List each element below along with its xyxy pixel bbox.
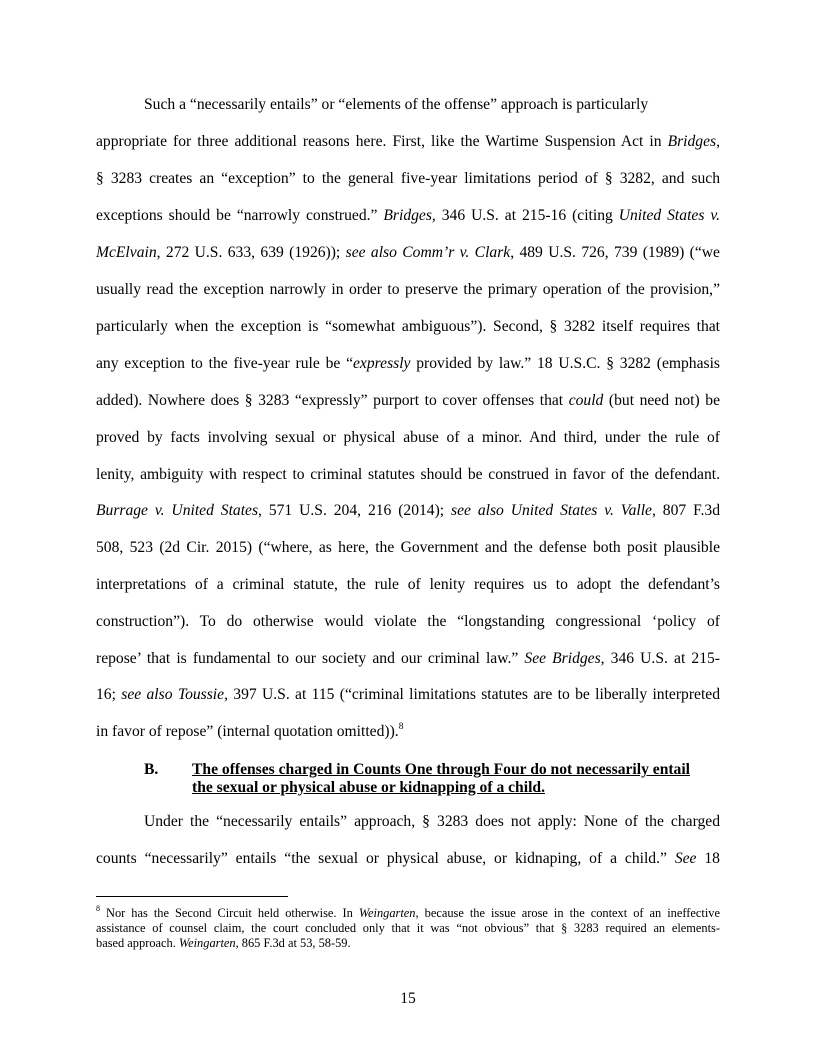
footnote-line [96,921,720,936]
body-line [144,813,720,831]
text-run: interpretations of a criminal statute, the rule of lenity requires us to adopt the defendant’s [96,576,720,593]
body-line [96,318,720,336]
text-run: , 272 U.S. 633, 639 (1926)); [156,244,346,261]
text-run: repose’ that is fundamental to our society and our criminal law.” [96,650,525,667]
body-line [96,355,720,373]
italic-citation: McElvain [96,244,157,261]
body-line [96,244,720,262]
text-run: assistance of counsel claim, the court concluded only that it was “not obvious” that § 3283 required an elements- [96,921,720,935]
body-line [96,429,720,447]
text-run: 16; [96,686,122,703]
text-run: lenity, ambiguity with respect to criminal statutes should be construed in favor of the defendant. [96,466,720,483]
text-run: Such a “necessarily entails” or “elements of the offense” approach is particularly [144,96,649,113]
body-line [96,133,720,151]
text-run: 508, 523 (2d Cir. 2015) (“where, as here, the Government and the defense both posit plausible [96,539,720,556]
text-run: appropriate for three additional reasons here. First, like the Wartime Suspension Act in [96,133,668,150]
italic-citation: Bridges, [383,207,436,224]
body-line [96,207,720,225]
footnote-marker: 8 [96,903,100,913]
italic-citation: see also United States v. Valle [451,502,652,519]
footnote-divider [96,896,288,897]
text-run: , 865 F.3d at 53, 58-59. [235,936,351,950]
italic-citation: See [674,850,697,867]
text-run: , 489 U.S. 726, 739 (1989) (“we [510,244,720,261]
text-run: proved by facts involving sexual or physical abuse of a minor. And third, under the rule of [96,429,720,446]
italic-citation: Burrage v. United States [96,502,259,519]
text-run: counts “necessarily” entails “the sexual or physical abuse, or kidnaping, of a child.” [96,850,675,867]
text-run: because the issue arose in the context of an ineffective [418,906,720,920]
italic-citation: Weingarten, [358,906,419,920]
italic-citation: Bridges [667,133,717,150]
body-line [96,613,720,631]
section-heading-line: The offenses charged in Counts One through Four do not necessarily entail [192,761,691,778]
italic-citation: see also Comm’r v. Clark [345,244,511,261]
italic-citation: Weingarten [178,936,236,950]
text-run: usually read the exception narrowly in order to preserve the primary operation of the provision,” [96,281,720,298]
body-line [96,576,720,594]
text-run: added). Nowhere does § 3283 “expressly” purport to cover offenses that [96,392,569,409]
body-line [96,686,720,704]
text-run: provided by law.” 18 U.S.C. § 3282 (emphasis [410,355,720,372]
text-run: 18 [696,850,720,867]
italic-citation: United States v. [618,207,720,224]
body-line [144,96,720,114]
footnote-line [96,903,720,921]
text-run: , 346 U.S. at 215- [600,650,720,667]
text-run: § 3283 creates an “exception” to the general five-year limitations period of § 3282, and such [96,170,720,187]
text-run: 346 U.S. at 215-16 (citing [435,207,619,224]
footnote-marker: 8 [398,721,404,732]
body-line [96,502,720,520]
page-number: 15 [400,990,416,1007]
body-line [96,392,720,410]
body-line [96,539,720,557]
italic-citation: See Bridges [524,650,601,667]
text-run: in favor of repose” (internal quotation omitted)). [96,723,399,740]
text-run: based approach. [96,936,179,950]
section-heading-letter: B. [144,761,159,778]
text-run: any exception to the five-year rule be “ [96,355,354,372]
italic-citation: expressly [353,355,411,372]
text-run: (but need not) be [603,392,720,409]
text-run: , [716,133,720,150]
text-run: Under the “necessarily entails” approach, § 3283 does not apply: None of the charged [144,813,720,830]
body-line [96,466,720,484]
footnote-line [96,936,720,951]
text-run: , 571 U.S. 204, 216 (2014); [258,502,452,519]
body-line [96,723,720,741]
text-run: construction”). To do otherwise would violate the “longstanding congressional ‘policy of [96,613,720,630]
text-run: particularly when the exception is “somewhat ambiguous”). Second, § 3282 itself requires that [96,318,720,335]
italic-citation: could [568,392,604,409]
text-run: , 397 U.S. at 115 (“criminal limitations statutes are to be liberally interpreted [224,686,720,703]
section-heading-line: the sexual or physical abuse or kidnapping of a child. [192,779,545,796]
text-run: Nor has the Second Circuit held otherwise. In [100,906,359,920]
body-line [96,170,720,188]
body-line [96,650,720,668]
text-run: exceptions should be “narrowly construed.” [96,207,384,224]
body-line [96,281,720,299]
body-line [96,850,720,868]
text-run: , 807 F.3d [651,502,720,519]
italic-citation: see also Toussie [121,686,225,703]
